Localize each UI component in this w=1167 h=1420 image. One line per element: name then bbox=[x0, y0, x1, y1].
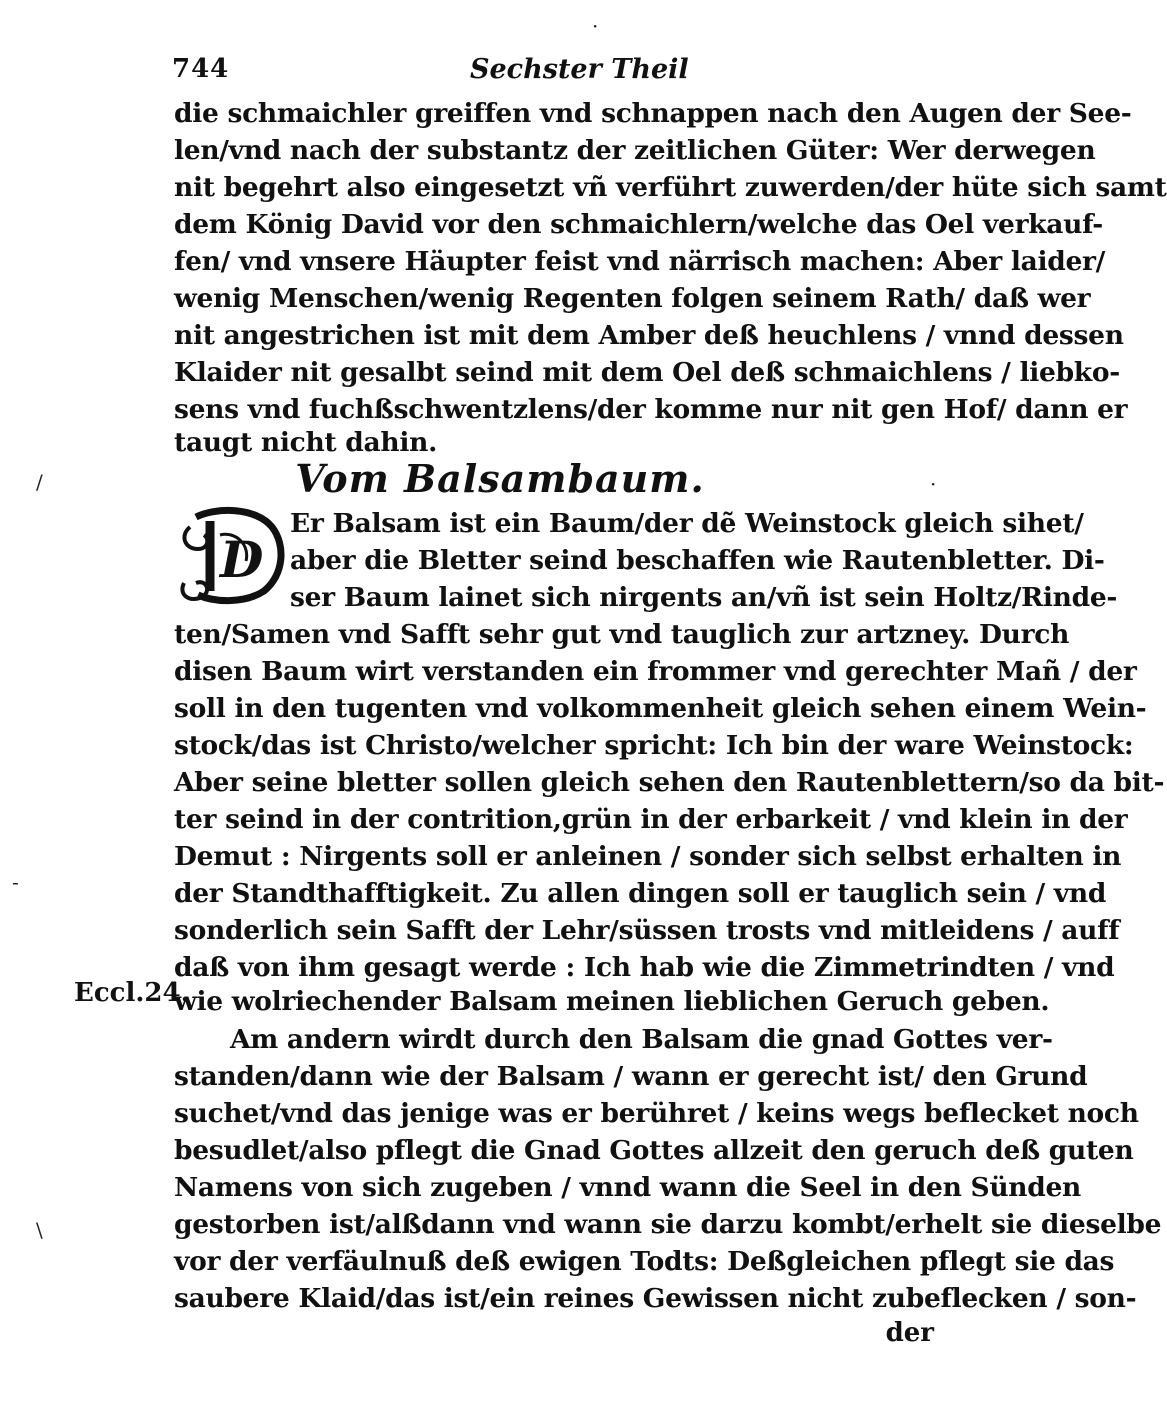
text-line: der Standthafftigkeit. Zu allen dingen soll er tauglich sein / vnd bbox=[174, 878, 1107, 909]
text-line: len/vnd nach der substantz der zeitlichen Güter: Wer derwegen bbox=[174, 135, 1096, 166]
page-number: 744 bbox=[172, 54, 230, 84]
text-line: stock/das ist Christo/welcher spricht: Ich bin der ware Weinstock: bbox=[174, 730, 1134, 761]
ornamental-letter-icon bbox=[176, 505, 288, 605]
text-line: Am andern wirdt durch den Balsam die gnad Gottes ver- bbox=[230, 1024, 1053, 1055]
text-line: vor der verfäulnuß deß ewigen Todts: Deßgleichen pflegt sie das bbox=[174, 1246, 1115, 1277]
text-line: ter seind in der contrition,grün in der erbarkeit / vnd klein in der bbox=[174, 804, 1128, 835]
text-line: sens vnd fuchßschwentzlens/der komme nur nit gen Hof/ dann er bbox=[174, 394, 1128, 425]
text-line: soll in den tugenten vnd volkommenheit gleich sehen einem Wein- bbox=[174, 693, 1147, 724]
text-line: ser Baum lainet sich nirgents an/vñ ist sein Holtz/Rinde- bbox=[290, 582, 1118, 613]
scan-speck: · bbox=[592, 14, 599, 38]
catchword: der bbox=[885, 1318, 934, 1348]
text-line: dem König David vor den schmaichlern/welche das Oel verkauf- bbox=[174, 209, 1104, 240]
drop-cap-initial bbox=[176, 505, 288, 605]
text-line: gestorben ist/alßdann vnd wann sie darzu kombt/erhelt sie dieselbe bbox=[174, 1209, 1162, 1240]
text-line: ten/Samen vnd Safft sehr gut vnd tauglich zur artzney. Durch bbox=[174, 619, 1070, 650]
scan-speck: / bbox=[36, 470, 43, 494]
text-line: fen/ vnd vnsere Häupter feist vnd närrisch machen: Aber laider/ bbox=[174, 246, 1106, 277]
text-line: wenig Menschen/wenig Regenten folgen seinem Rath/ daß wer bbox=[174, 283, 1091, 314]
text-line: aber die Bletter seind beschaffen wie Rautenbletter. Di- bbox=[290, 545, 1105, 576]
text-line: die schmaichler greiffen vnd schnappen nach den Augen der See- bbox=[174, 98, 1132, 129]
text-line: daß von ihm gesagt werde : Ich hab wie die Zimmetrindten / vnd bbox=[174, 952, 1115, 983]
text-line: wie wolriechender Balsam meinen lieblichen Geruch geben. bbox=[174, 986, 1050, 1017]
svg-text:D: D bbox=[220, 530, 264, 589]
scan-speck: - bbox=[12, 870, 19, 894]
margin-reference: Eccl.24. bbox=[74, 978, 190, 1008]
text-line: sonderlich sein Safft der Lehr/süssen trosts vnd mitleidens / auff bbox=[174, 915, 1120, 946]
text-line: nit angestrichen ist mit dem Amber deß heuchlens / vnnd dessen bbox=[174, 320, 1124, 351]
text-line: Namens von sich zugeben / vnnd wann die Seel in den Sünden bbox=[174, 1172, 1082, 1203]
text-line: nit begehrt also eingesetzt vñ verführt zuwerden/der hüte sich samt bbox=[174, 172, 1167, 203]
text-line: standen/dann wie der Balsam / wann er gerecht ist/ den Grund bbox=[174, 1061, 1088, 1092]
text-line: saubere Klaid/das ist/ein reines Gewissen nicht zubeflecken / son- bbox=[174, 1283, 1137, 1314]
text-line: suchet/vnd das jenige was er berühret / keins wegs beflecket noch bbox=[174, 1098, 1139, 1129]
running-title: Sechster Theil bbox=[470, 54, 689, 85]
text-line: disen Baum wirt verstanden ein frommer vnd gerechter Mañ / der bbox=[174, 656, 1137, 687]
section-heading: Vom Balsambaum. bbox=[295, 456, 705, 501]
text-line: Aber seine bletter sollen gleich sehen den Rautenblettern/so da bit- bbox=[174, 767, 1165, 798]
text-line: Demut : Nirgents soll er anleinen / sonder sich selbst erhalten in bbox=[174, 841, 1122, 872]
text-line: taugt nicht dahin. bbox=[174, 427, 438, 458]
text-line: besudlet/also pflegt die Gnad Gottes allzeit den geruch deß guten bbox=[174, 1135, 1134, 1166]
scan-speck: \ bbox=[36, 1218, 43, 1242]
text-line: Klaider nit gesalbt seind mit dem Oel deß schmaichlens / liebko- bbox=[174, 357, 1120, 388]
text-line: Er Balsam ist ein Baum/der dẽ Weinstock gleich sihet/ bbox=[290, 508, 1084, 539]
scan-speck: · bbox=[930, 472, 937, 496]
